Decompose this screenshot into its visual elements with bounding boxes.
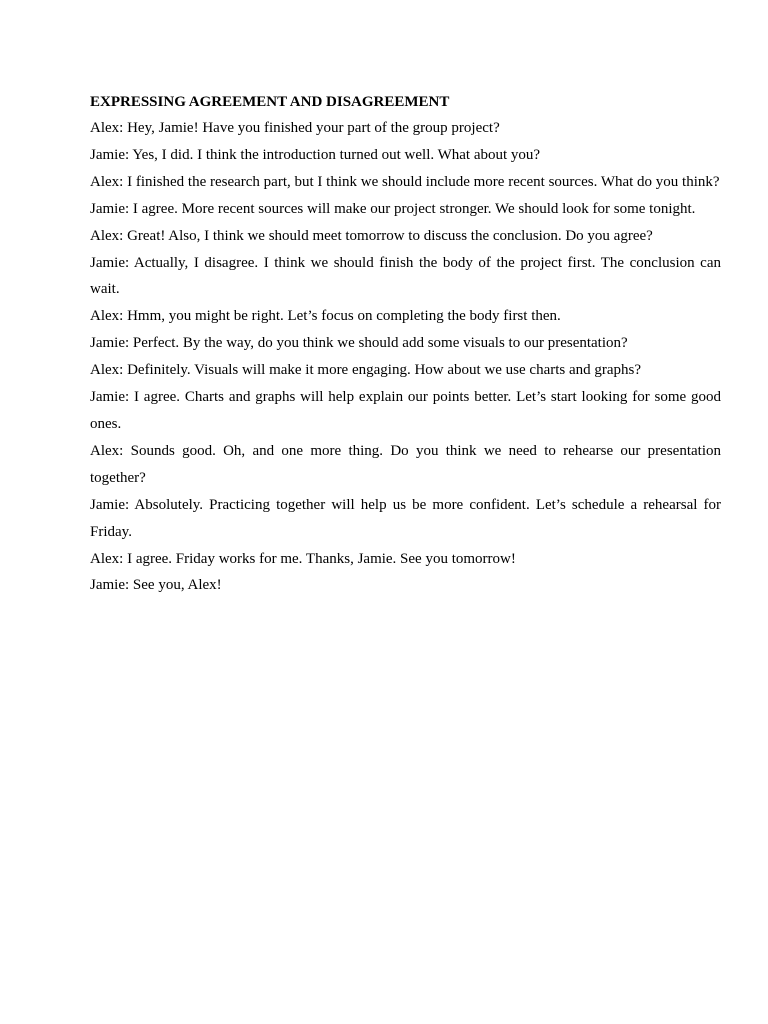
dialogue-line: Jamie: Perfect. By the way, do you think we should add some visuals to our presentation? xyxy=(90,335,628,352)
dialogue-line: Alex: Great! Also, I think we should meet tomorrow to discuss the conclusion. Do you agree? xyxy=(90,227,653,244)
dialogue-line: Jamie: I agree. More recent sources will make our project stronger. We should look for some tonight. xyxy=(90,200,696,217)
dialogue-line: Alex: I agree. Friday works for me. Thanks, Jamie. See you tomorrow! xyxy=(90,550,516,567)
dialogue-line: Jamie: Actually, I disagree. I think we should finish the body of the project first. The conclusion can wait. xyxy=(90,254,721,298)
dialogue-line: Jamie: Yes, I did. I think the introduction turned out well. What about you? xyxy=(90,146,541,163)
dialogue xyxy=(90,115,721,599)
dialogue-line: Jamie: Absolutely. Practicing together will help us be more confident. Let’s schedule a rehearsal for Friday. xyxy=(90,496,721,540)
dialogue-line: Alex: I finished the research part, but I think we should include more recent sources. What do you think? xyxy=(90,173,720,190)
dialogue-line: Alex: Hey, Jamie! Have you finished your part of the group project? xyxy=(90,120,500,136)
dialogue-line: Alex: Hmm, you might be right. Let’s focus on completing the body first then. xyxy=(90,308,561,325)
dialogue-line: Alex: Sounds good. Oh, and one more thing. Do you think we need to rehearse our presentation together? xyxy=(90,442,721,486)
dialogue-line: Alex: Definitely. Visuals will make it more engaging. How about we use charts and graphs? xyxy=(90,362,642,379)
dialogue-line: Jamie: See you, Alex! xyxy=(90,577,222,594)
dialogue-line: Jamie: I agree. Charts and graphs will help explain our points better. Let’s start looking for some good ones. xyxy=(90,389,721,432)
document-title: EXPRESSING AGREEMENT AND DISAGREEMENT xyxy=(90,94,450,110)
